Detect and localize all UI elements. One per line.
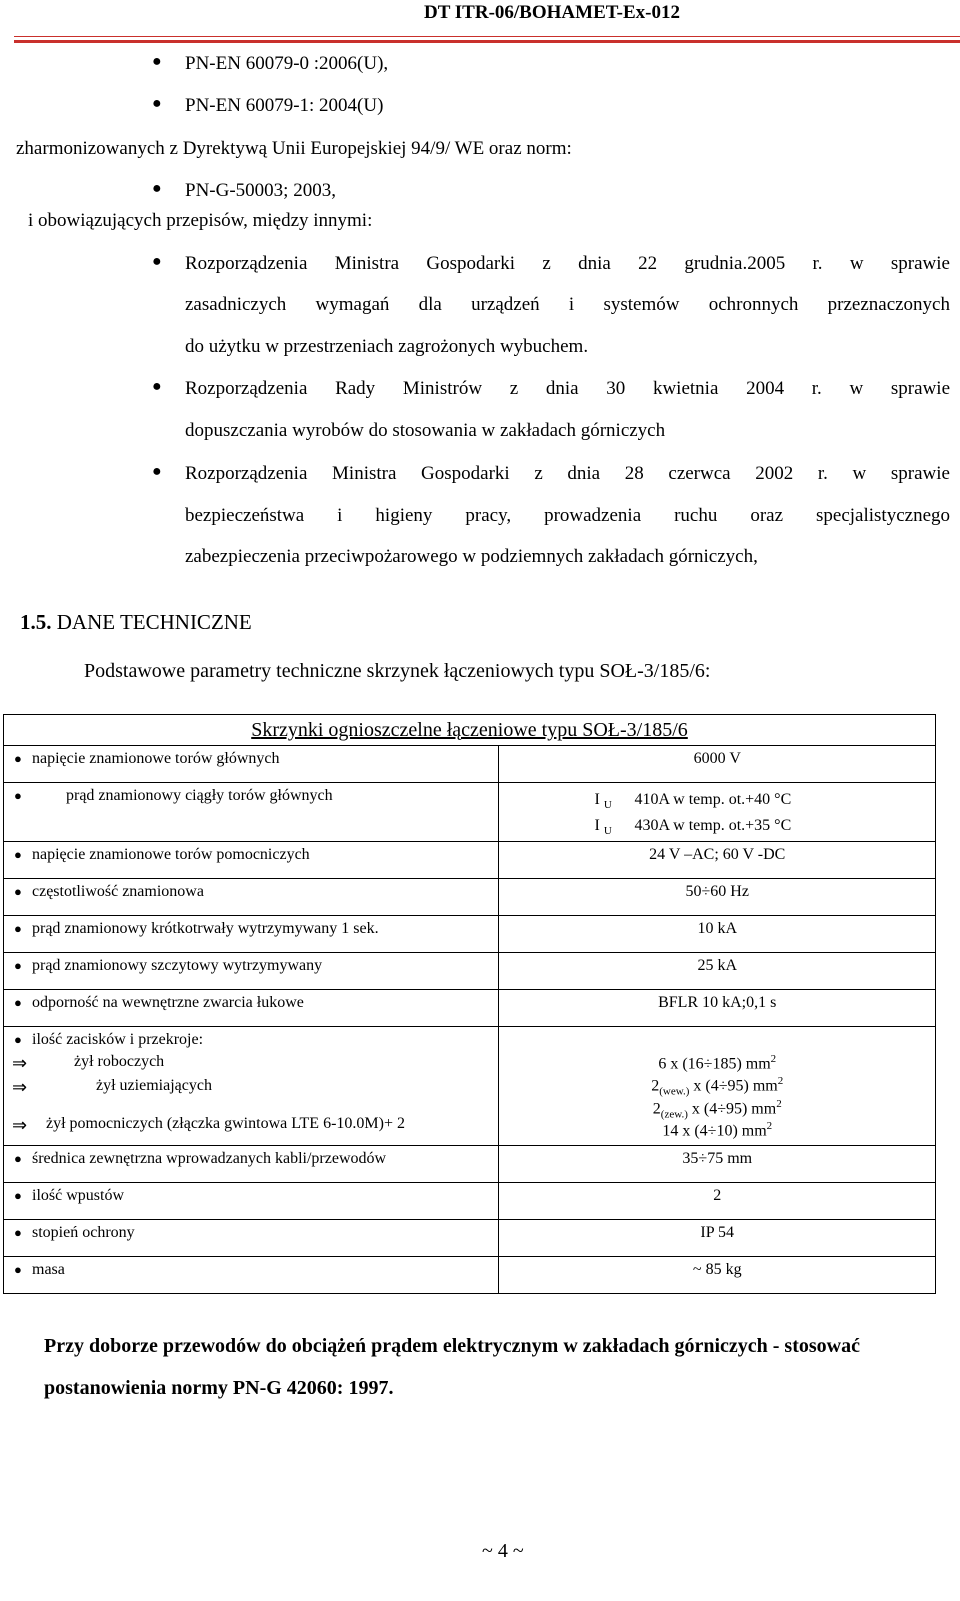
- bullet-icon: ●: [152, 95, 162, 112]
- bullet-icon: ●: [14, 1188, 22, 1203]
- bullet-icon: ●: [152, 180, 162, 197]
- harmonized-text: zharmonizowanych z Dyrektywą Unii Europejskiej 94/9/ WE oraz norm:: [16, 138, 572, 159]
- table-row: ● napięcie znamionowe torów pomocniczych 24 V –AC; 60 V -DC: [4, 842, 936, 879]
- document-id: DT ITR-06/BOHAMET-Ex-012: [423, 2, 680, 23]
- section-heading: 1.5. DANE TECHNICZNE: [20, 610, 252, 634]
- table-row: ● prąd znamionowy ciągły torów głównych I $_U$ 410A w temp. ot.+40 °C I $_U$ 430A w temp. ot.+35 °C: [4, 783, 936, 842]
- table-title: Skrzynki ognioszczelne łączeniowe typu SOŁ-3/185/6: [251, 719, 688, 741]
- table-row: ● średnica zewnętrzna wprowadzanych kabli/przewodów 35÷75 mm: [4, 1146, 936, 1183]
- table-row: ● prąd znamionowy szczytowy wytrzymywany 25 kA: [4, 953, 936, 990]
- footer-note: Przy doborze przewodów do obciążeń prądem elektrycznym w zakładach górniczych - stosować postanowienia normy PN-G 42060: 1997.: [44, 1335, 860, 1399]
- spec-table: [3, 714, 936, 1294]
- bullet-icon: ●: [14, 884, 22, 899]
- bullet-icon: ●: [14, 751, 22, 766]
- implies-arrow-icon: ⇒: [12, 1053, 28, 1073]
- bullet-icon: ●: [14, 958, 22, 973]
- bullet-icon: ●: [14, 1032, 22, 1047]
- bullet-icon: ●: [14, 995, 22, 1010]
- standard-item: ● PN-G-50003; 2003,: [152, 180, 336, 201]
- regulation-line: Rozporządzenia Ministra Gospodarki z dnia 22 grudnia.2005 r. w sprawie: [185, 253, 950, 274]
- regulation-line: Rozporządzenia Ministra Gospodarki z dnia 28 czerwca 2002 r. w sprawie: [185, 463, 950, 484]
- regulation-line: bezpieczeństwa i higieny pracy, prowadzenia ruchu oraz specjalistycznego: [185, 505, 950, 526]
- bullet-icon: ●: [14, 1262, 22, 1277]
- table-row: ● częstotliwość znamionowa 50÷60 Hz: [4, 879, 936, 916]
- bullet-icon: ●: [152, 378, 162, 395]
- bullet-icon: ●: [152, 253, 162, 270]
- table-row: ● masa ~ 85 kg: [4, 1257, 936, 1294]
- bullet-icon: ●: [152, 53, 162, 70]
- regulation-line: do użytku w przestrzeniach zagrożonych wybuchem.: [185, 336, 589, 357]
- table-row: ● prąd znamionowy krótkotrwały wytrzymywany 1 sek. 10 kA: [4, 916, 936, 953]
- page-number: ~ 4 ~: [482, 1540, 524, 1562]
- bullet-icon: ●: [14, 1151, 22, 1166]
- standard-item: ● PN-EN 60079-1: 2004(U): [152, 95, 384, 116]
- regulation-line: zabezpieczenia przeciwpożarowego w podziemnych zakładach górniczych,: [185, 546, 758, 567]
- table-row: ● ilość wpustów 2: [4, 1183, 936, 1220]
- table-row: ● odporność na wewnętrzne zwarcia łukowe BFLR 10 kA;0,1 s: [4, 990, 936, 1027]
- table-row: ● napięcie znamionowe torów głównych 6000 V: [4, 746, 936, 783]
- implies-arrow-icon: ⇒: [12, 1077, 28, 1097]
- bullet-icon: ●: [152, 463, 162, 480]
- standard-item: ● PN-EN 60079-0 :2006(U),: [152, 53, 389, 74]
- regulation-line: dopuszczania wyrobów do stosowania w zakładach górniczych: [185, 420, 666, 441]
- regulations-intro: i obowiązujących przepisów, między innymi:: [28, 210, 373, 231]
- implies-arrow-icon: ⇒: [12, 1115, 28, 1135]
- bullet-icon: ●: [14, 847, 22, 862]
- regulation-line: zasadniczych wymagań dla urządzeń i systemów ochronnych przeznaczonych: [185, 294, 950, 315]
- bullet-icon: ●: [14, 1225, 22, 1240]
- bullet-icon: ●: [14, 921, 22, 936]
- bullet-icon: ●: [14, 788, 22, 803]
- table-row: ● ilość zacisków i przekroje: ⇒ żył roboczych ⇒ żył uziemiających ⇒ żył pomocniczych (złączka gwintowa LTE 6-10.0M)+ 2 6 x (16÷185) $mm^2$ $2_{(wew.)}$ x (4÷95) $mm^2$ $2_{(zew.)}$ x (4÷95) $mm^2$ 14 x (4÷10) $mm^2$: [4, 1027, 936, 1146]
- header-rule-thick: [14, 40, 960, 43]
- table-row: ● stopień ochrony IP 54: [4, 1220, 936, 1257]
- intro-text: Podstawowe parametry techniczne skrzynek łączeniowych typu SOŁ-3/185/6:: [84, 660, 711, 682]
- regulation-line: Rozporządzenia Rady Ministrów z dnia 30 kwietnia 2004 r. w sprawie: [185, 378, 950, 399]
- header-rule-thin: [14, 36, 960, 37]
- table-title-row: [4, 715, 936, 746]
